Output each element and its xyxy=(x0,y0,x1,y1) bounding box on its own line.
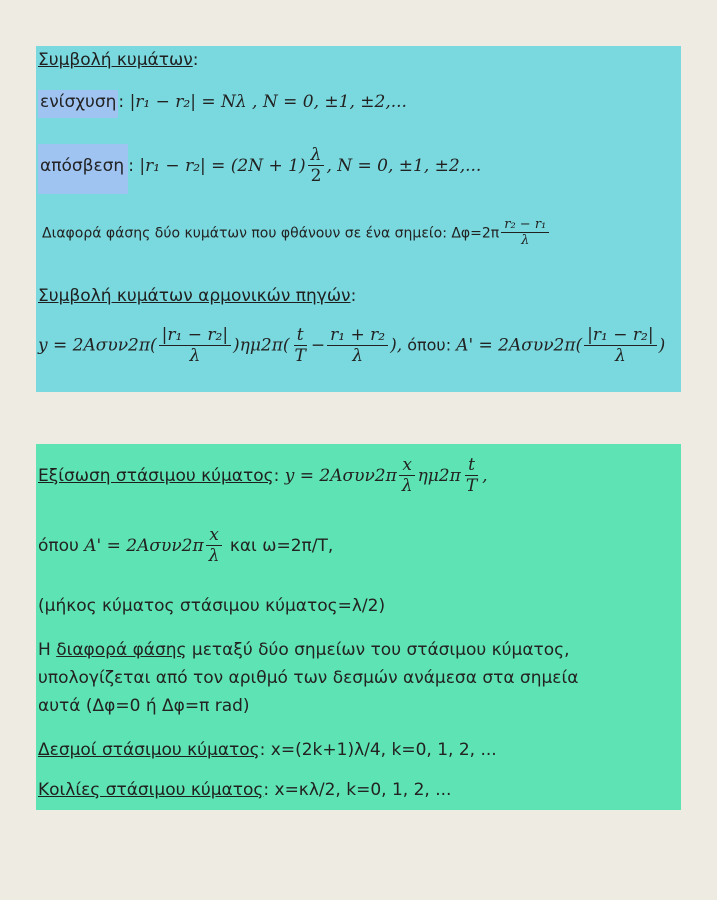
standing-fraction-2 xyxy=(463,456,480,496)
phase-diff-link[interactable]: διαφορά φάσης xyxy=(56,640,187,660)
frac-den: λ xyxy=(401,475,413,496)
frac-num: |r₁ − r₂| xyxy=(159,326,231,346)
frac-den: T xyxy=(294,345,306,366)
phase-line-1 xyxy=(38,636,578,664)
harmonic-heading: Συμβολή κυμάτων αρμονικών πηγών: xyxy=(38,286,357,306)
harmonic-fraction-3 xyxy=(327,326,388,366)
interference-title: Συμβολή κυμάτων xyxy=(38,50,193,70)
standing-eq-line: Εξίσωση στάσιμου κύματος: y = 2Aσυν2π $\frac{x}{\lambda}$ ημ2π $\frac{t}{T}$ , xyxy=(38,455,488,496)
cancellation-tail: , N = 0, ±1, ±2,... xyxy=(326,156,482,177)
phase-prefix: Η xyxy=(38,640,57,660)
frac-den: 2 xyxy=(310,165,322,186)
interference-heading xyxy=(38,50,198,70)
frac-den: λ xyxy=(189,345,201,366)
standing-amp-tail: και ω=2π/T, xyxy=(229,536,334,557)
cancellation-label: απόσβεση xyxy=(38,144,128,194)
standing-fraction-1 xyxy=(399,456,416,496)
frac-num: r₂ − r₁ xyxy=(501,218,549,233)
wavelength-note: (μήκος κύματος στάσιμου κύματος=λ/2) xyxy=(38,596,386,616)
title-colon: : xyxy=(192,50,199,70)
antinodes-formula: : x=κλ/2, k=0, 1, 2, ... xyxy=(263,780,452,800)
cancellation-fraction xyxy=(308,146,325,186)
frac-num: |r₁ − r₂| xyxy=(584,326,656,346)
where-label: όπου: xyxy=(407,335,452,355)
phase-diff-fraction xyxy=(501,218,549,249)
frac-num: t xyxy=(465,456,478,476)
frac-den: λ xyxy=(208,545,220,566)
amp-eq-start: A' = 2Aσυν2π( xyxy=(456,335,583,356)
frac-den: T xyxy=(465,475,478,496)
frac-den: λ xyxy=(352,345,363,366)
standing-eq-mid: ημ2π xyxy=(417,466,461,487)
frac-num: t xyxy=(294,326,307,346)
standing-eq-title: Εξίσωση στάσιμου κύματος xyxy=(38,466,274,487)
frac-num: r₁ + r₂ xyxy=(327,326,388,346)
frac-num: x xyxy=(399,456,415,476)
standing-amp-line xyxy=(38,526,333,566)
reinforcement-formula: |r₁ − r₂| = Nλ , N = 0, ±1, ±2,... xyxy=(129,92,407,112)
amp-fraction xyxy=(584,326,656,366)
harmonic-eq-end: ), xyxy=(390,335,403,356)
reinforcement-label: ενίσχυση xyxy=(38,90,118,118)
cancellation-line: απόσβεση : |r₁ − r₂| = (2N + 1) $\frac{\lambda}{2}$ , N = 0, ±1, ±2,... xyxy=(38,146,481,186)
standing-amp-fraction xyxy=(206,526,223,566)
frac-num: x xyxy=(206,526,222,546)
frac-den: λ xyxy=(521,233,530,249)
phase-paragraph xyxy=(38,636,578,720)
harmonic-equation xyxy=(38,326,665,366)
phase-rest: μεταξύ δύο σημείων του στάσιμου κύματος, xyxy=(186,640,570,660)
frac-num: λ xyxy=(308,146,325,166)
standing-wave-box xyxy=(36,444,681,810)
harmonic-fraction-2 xyxy=(292,326,309,366)
harmonic-eq-mid: )ημ2π( xyxy=(233,335,290,356)
harmonic-fraction-1 xyxy=(159,326,231,366)
standing-eq-start: y = 2Aσυν2π xyxy=(284,466,397,487)
antinodes-title: Κοιλίες στάσιμου κύματος xyxy=(38,780,264,800)
antinodes-line xyxy=(38,780,451,800)
nodes-line xyxy=(38,740,497,760)
minus-sign: − xyxy=(310,335,326,356)
amp-eq-end: ) xyxy=(658,335,666,356)
nodes-title: Δεσμοί στάσιμου κύματος xyxy=(38,740,260,760)
phase-line-2: υπολογίζεται από τον αριθμό των δεσμών ανάμεσα στα σημεία xyxy=(38,668,579,688)
phase-diff-text: Διαφορά φάσης δύο κυμάτων που φθάνουν σε ένα σημείο: Δφ=2π xyxy=(42,225,500,242)
standing-amp-start: A' = 2Aσυν2π xyxy=(84,536,204,557)
nodes-formula: : x=(2k+1)λ/4, k=0, 1, 2, ... xyxy=(259,740,497,760)
standing-where-label: όπου xyxy=(38,536,79,557)
phase-diff-line xyxy=(42,218,551,249)
cancellation-lhs: |r₁ − r₂| = (2N + 1) xyxy=(139,156,306,177)
harmonic-eq-start: y = 2Aσυν2π( xyxy=(38,335,157,356)
standing-eq-end: , xyxy=(482,466,488,487)
phase-line-3: αυτά (Δφ=0 ή Δφ=π rad) xyxy=(38,696,250,716)
reinforcement-line: ενίσχυση : |r₁ − r₂| = Nλ , N = 0, ±1, ±2,... xyxy=(38,92,407,112)
interference-box xyxy=(36,46,681,392)
frac-den: λ xyxy=(614,345,626,366)
harmonic-title: Συμβολή κυμάτων αρμονικών πηγών xyxy=(38,286,351,306)
